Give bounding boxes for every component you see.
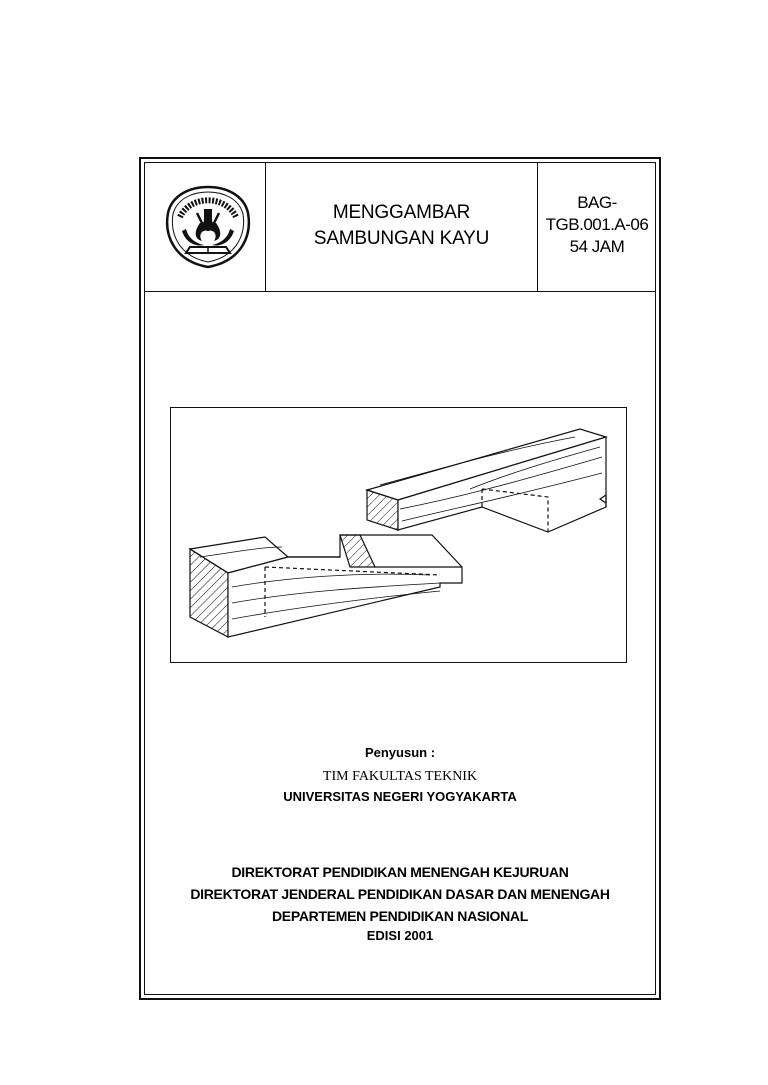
module-code [538,192,656,258]
code-line-2: TGB.001.A-06 [545,215,649,234]
wood-joint-drawing [170,407,627,663]
title-line-1: MENGGAMBAR [332,202,471,223]
author-team: TIM FAKULTAS TEKNIK [322,769,478,784]
edition-label: EDISI 2001 [366,928,434,943]
author-label: Penyusun : [364,745,436,760]
document-title [266,200,537,252]
author-university: UNIVERSITAS NEGERI YOGYAKARTA [283,789,517,804]
publisher-line-1: DIREKTORAT PENDIDIKAN MENENGAH KEJURUAN [231,864,569,880]
title-line-2: SAMBUNGAN KAYU [313,228,490,249]
code-line-1: BAG- [577,193,617,212]
publisher-line-2: DIREKTORAT JENDERAL PENDIDIKAN DASAR DAN MENENGAH [190,886,610,902]
publisher-line-3: DEPARTEMEN PENDIDIKAN NASIONAL [272,908,528,924]
tut-wuri-handayani-emblem-icon [164,183,252,271]
code-line-3: 54 JAM [569,237,625,256]
